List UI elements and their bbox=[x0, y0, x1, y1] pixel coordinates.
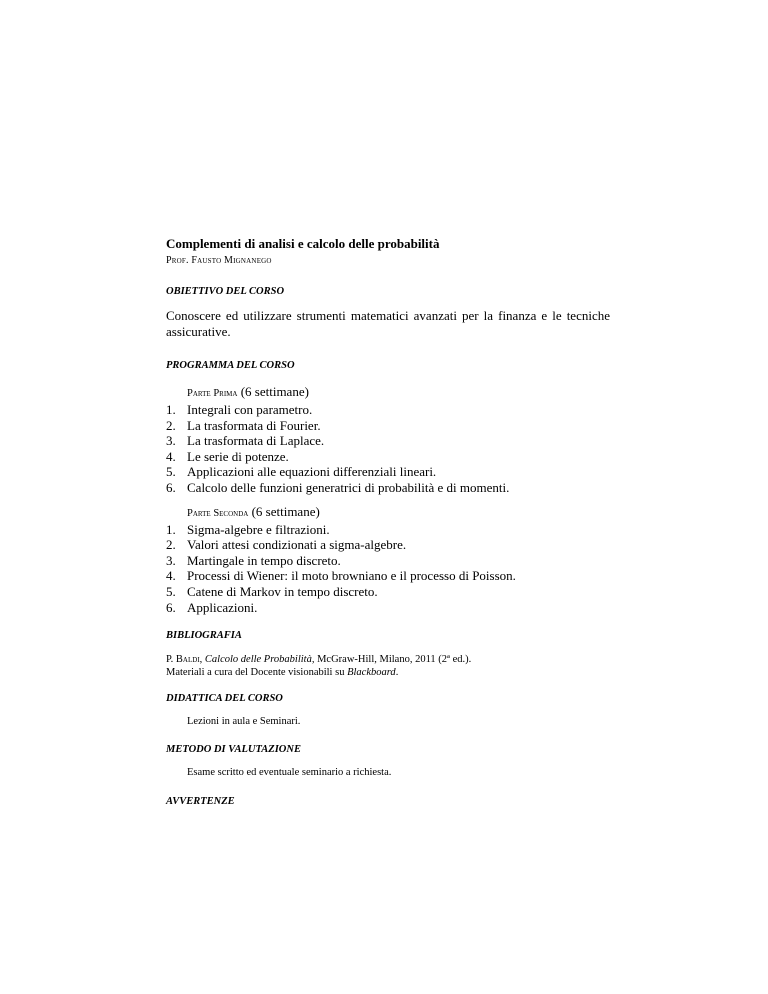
part1-title bbox=[187, 384, 610, 402]
part1-duration: (6 settimane) bbox=[240, 384, 309, 399]
part2-label: Parte Seconda bbox=[187, 507, 249, 519]
part1-item-text: Le serie di potenze. bbox=[187, 448, 289, 464]
part1-item-text: Applicazioni alle equazioni differenziali lineari. bbox=[187, 464, 437, 480]
part2-item-text: Martingale in tempo discreto. bbox=[187, 552, 341, 568]
bibliography-book-title: Calcolo delle Probabilità, bbox=[204, 654, 315, 666]
warnings-heading: AVVERTENZE bbox=[166, 796, 235, 808]
part2-item bbox=[166, 568, 610, 584]
bibliography-publisher: McGraw-Hill, Milano, 2011 (2ª ed.). bbox=[317, 654, 472, 666]
part2-item-text: Valori attesi condizionati a sigma-algebre. bbox=[187, 537, 407, 553]
part1-item-text: Calcolo delle funzioni generatrici di probabilità e di momenti. bbox=[187, 479, 510, 495]
part2-item-number: 1. bbox=[166, 521, 176, 537]
bibliography-materials: Materiali a cura del Docente visionabili su bbox=[166, 667, 345, 679]
didactics-heading: DIDATTICA DEL CORSO bbox=[166, 693, 283, 705]
part2-item-text: Catene di Markov in tempo discreto. bbox=[187, 583, 378, 599]
objective-heading: OBIETTIVO DEL CORSO bbox=[166, 286, 285, 297]
course-title: Complementi di analisi e calcolo delle probabilità bbox=[166, 236, 440, 251]
part2-duration: (6 settimane) bbox=[251, 503, 320, 519]
part2-title bbox=[187, 504, 610, 522]
part2-item-number: 2. bbox=[166, 537, 176, 553]
part2-item bbox=[166, 537, 610, 553]
part2-item-number: 3. bbox=[166, 552, 176, 568]
part1-item bbox=[166, 449, 610, 465]
part2-item bbox=[166, 600, 610, 616]
part2-item-text: Sigma-algebre e filtrazioni. bbox=[187, 521, 330, 537]
evaluation-text: Esame scritto ed eventuale seminario a richiesta. bbox=[187, 767, 392, 779]
part1-item-number: 1. bbox=[166, 402, 176, 417]
bibliography-period: . bbox=[395, 667, 399, 679]
part2-list bbox=[166, 522, 610, 616]
professor-name: Prof. Fausto Mignanego bbox=[166, 255, 272, 266]
part1-item-text: La trasformata di Laplace. bbox=[187, 433, 325, 449]
bibliography-entry-1 bbox=[166, 653, 610, 666]
part1-item-number: 4. bbox=[166, 448, 176, 464]
part2-item bbox=[166, 553, 610, 569]
part1-item bbox=[166, 464, 610, 480]
part2-item-number: 5. bbox=[166, 583, 176, 599]
part1-item bbox=[166, 480, 610, 496]
program-heading: PROGRAMMA DEL CORSO bbox=[166, 360, 295, 371]
part1-item-number: 2. bbox=[166, 417, 176, 433]
evaluation-heading: METODO DI VALUTAZIONE bbox=[166, 744, 301, 756]
part1-item bbox=[166, 433, 610, 449]
part1-item-text: Integrali con parametro. bbox=[187, 402, 313, 417]
part1-item-number: 6. bbox=[166, 479, 176, 495]
part1-item-number: 5. bbox=[166, 464, 176, 480]
bibliography-platform: Blackboard bbox=[347, 667, 396, 679]
part1-item-text: La trasformata di Fourier. bbox=[187, 417, 321, 433]
course-document bbox=[166, 236, 610, 809]
part2-item-number: 4. bbox=[166, 568, 176, 584]
part2-item bbox=[166, 584, 610, 600]
part2-item-number: 6. bbox=[166, 599, 176, 615]
part1-item-number: 3. bbox=[166, 433, 176, 449]
part1-item bbox=[166, 402, 610, 418]
part1-list bbox=[166, 402, 610, 496]
bibliography-entry-2 bbox=[166, 666, 610, 679]
bibliography-heading: BIBLIOGRAFIA bbox=[166, 630, 242, 642]
part2-item bbox=[166, 522, 610, 538]
part1-item bbox=[166, 418, 610, 434]
part1-label: Parte Prima bbox=[187, 388, 238, 399]
bibliography-author: P. Baldi, bbox=[166, 654, 203, 666]
didactics-text: Lezioni in aula e Seminari. bbox=[187, 716, 301, 728]
part2-item-text: Processi di Wiener: il moto browniano e il processo di Poisson. bbox=[187, 568, 516, 584]
objective-text: Conoscere ed utilizzare strumenti matematici avanzati per la finanza e le tecniche assicurative. bbox=[166, 308, 610, 339]
part2-item-text: Applicazioni. bbox=[187, 599, 258, 615]
